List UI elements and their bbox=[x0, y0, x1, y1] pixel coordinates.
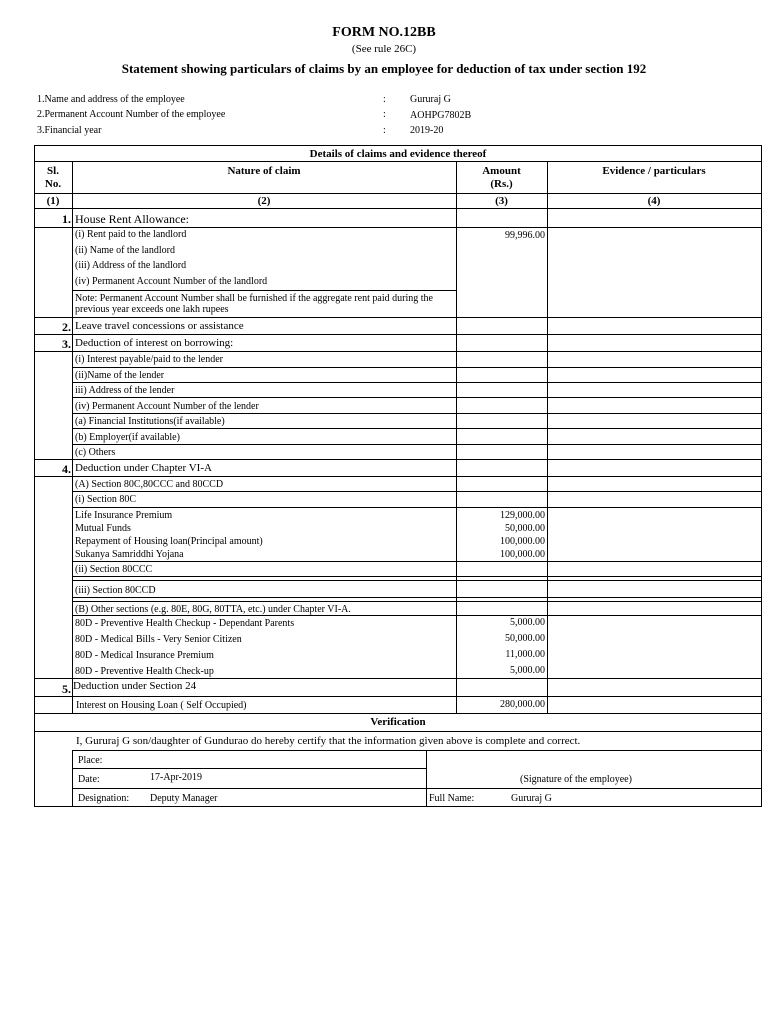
form-subtitle: Statement showing particulars of claims by an employee for deduction of tax under section 192 bbox=[121, 61, 647, 76]
claim-item: Sukanya Samriddhi Yojana bbox=[75, 549, 184, 560]
claim-item: 80D - Medical Bills - Very Senior Citizen bbox=[75, 634, 242, 645]
form-rule: (See rule 26C) bbox=[351, 43, 417, 55]
amount-cell: 50,000.00 bbox=[505, 523, 545, 534]
date-value: 17-Apr-2019 bbox=[150, 772, 203, 783]
claim-item: (iv) Permanent Account Number of the lender bbox=[75, 401, 259, 412]
column-number: (4) bbox=[647, 195, 661, 207]
header-evidence: Evidence / particulars bbox=[602, 165, 706, 177]
section-title: Deduction of interest on borrowing: bbox=[75, 337, 234, 349]
claim-item: (A) Section 80C,80CCC and 80CCD bbox=[75, 479, 224, 490]
section-title: Deduction under Section 24 bbox=[73, 680, 197, 692]
place-label: Place: bbox=[78, 755, 103, 766]
claim-item: Interest on Housing Loan ( Self Occupied) bbox=[76, 700, 247, 711]
verification-title: Verification bbox=[370, 716, 426, 728]
claim-item: 80D - Preventive Health Checkup - Dependant Parents bbox=[75, 618, 295, 629]
financial-year-value: 2019-20 bbox=[410, 125, 444, 136]
employee-pan-value: AOHPG7802B bbox=[410, 110, 472, 121]
section-number: 5. bbox=[62, 682, 71, 696]
claim-item: 80D - Preventive Health Check-up bbox=[75, 666, 214, 677]
section-number: 3. bbox=[62, 337, 71, 351]
claim-item: (b) Employer(if available) bbox=[75, 432, 180, 443]
full-name-label: Full Name: bbox=[429, 793, 475, 804]
section-title: Leave travel concessions or assistance bbox=[75, 320, 244, 332]
claim-item: (i) Rent paid to the landlord bbox=[75, 229, 187, 240]
amount-cell: 100,000.00 bbox=[500, 549, 545, 560]
column-number: (2) bbox=[257, 195, 271, 207]
employee-pan-label: 2.Permanent Account Number of the employee bbox=[37, 109, 226, 120]
header-sl-no: Sl. No. bbox=[44, 165, 62, 190]
claim-item: (B) Other sections (e.g. 80E, 80G, 80TTA, etc.) under Chapter VI-A. bbox=[75, 604, 351, 615]
column-number: (3) bbox=[495, 195, 508, 207]
colon: : bbox=[383, 94, 386, 105]
section-number: 4. bbox=[62, 462, 71, 476]
claim-item: (i) Interest payable/paid to the lender bbox=[75, 354, 223, 365]
section-number: 1. bbox=[62, 212, 71, 226]
column-number: (1) bbox=[46, 195, 60, 207]
colon: : bbox=[383, 125, 386, 136]
employee-name-value: Gururaj G bbox=[410, 94, 451, 105]
amount-cell: 50,000.00 bbox=[505, 633, 545, 644]
claim-item: (ii) Section 80CCC bbox=[75, 564, 153, 575]
header-amount: Amount (Rs.) bbox=[482, 165, 521, 190]
section-title: Deduction under Chapter VI-A bbox=[75, 462, 212, 474]
amount-cell: 11,000.00 bbox=[505, 649, 545, 660]
designation-label: Designation: bbox=[78, 793, 130, 804]
claim-item: (ii) Name of the landlord bbox=[75, 245, 175, 256]
claim-item: (iv) Permanent Account Number of the landlord bbox=[75, 276, 268, 287]
claim-item: (a) Financial Institutions(if available) bbox=[75, 416, 225, 427]
claim-item: (iii) Section 80CCD bbox=[75, 585, 156, 596]
claim-item: Life Insurance Premium bbox=[75, 510, 173, 521]
header-nature-of-claim: Nature of claim bbox=[227, 165, 301, 177]
note: Note: Permanent Account Number shall be furnished if the aggregate rent paid during the previous year exceeds one lakh rupees bbox=[75, 293, 433, 315]
claim-item: (ii)Name of the lender bbox=[75, 370, 165, 381]
amount-cell: 99,996.00 bbox=[505, 230, 545, 241]
section-number: 2. bbox=[62, 320, 71, 334]
signature-label: (Signature of the employee) bbox=[520, 774, 632, 785]
amount-cell: 100,000.00 bbox=[500, 536, 545, 547]
claim-item: (i) Section 80C bbox=[75, 494, 137, 505]
employee-name-label: 1.Name and address of the employee bbox=[37, 94, 185, 105]
claim-item: (iii) Address of the landlord bbox=[75, 260, 187, 271]
financial-year-label: 3.Financial year bbox=[37, 125, 102, 136]
claim-item: Mutual Funds bbox=[75, 523, 131, 534]
section-title: House Rent Allowance: bbox=[75, 212, 189, 226]
verification-statement: I, Gururaj G son/daughter of Gundurao do hereby certify that the information given above is complete and correct. bbox=[76, 735, 581, 747]
claim-item: Repayment of Housing loan(Principal amount) bbox=[75, 536, 263, 547]
table-caption: Details of claims and evidence thereof bbox=[309, 148, 487, 160]
full-name-value: Gururaj G bbox=[511, 793, 552, 804]
designation-value: Deputy Manager bbox=[150, 793, 218, 804]
amount-cell: 129,000.00 bbox=[500, 510, 545, 521]
amount-cell: 5,000.00 bbox=[510, 665, 545, 676]
date-label: Date: bbox=[78, 774, 100, 785]
claim-item: 80D - Medical Insurance Premium bbox=[75, 650, 214, 661]
amount-cell: 5,000.00 bbox=[510, 617, 545, 628]
colon: : bbox=[383, 109, 386, 120]
claim-item: (c) Others bbox=[75, 447, 116, 458]
claim-item: iii) Address of the lender bbox=[75, 385, 175, 396]
form-title: FORM NO.12BB bbox=[332, 25, 436, 40]
amount-cell: 280,000.00 bbox=[500, 699, 545, 710]
